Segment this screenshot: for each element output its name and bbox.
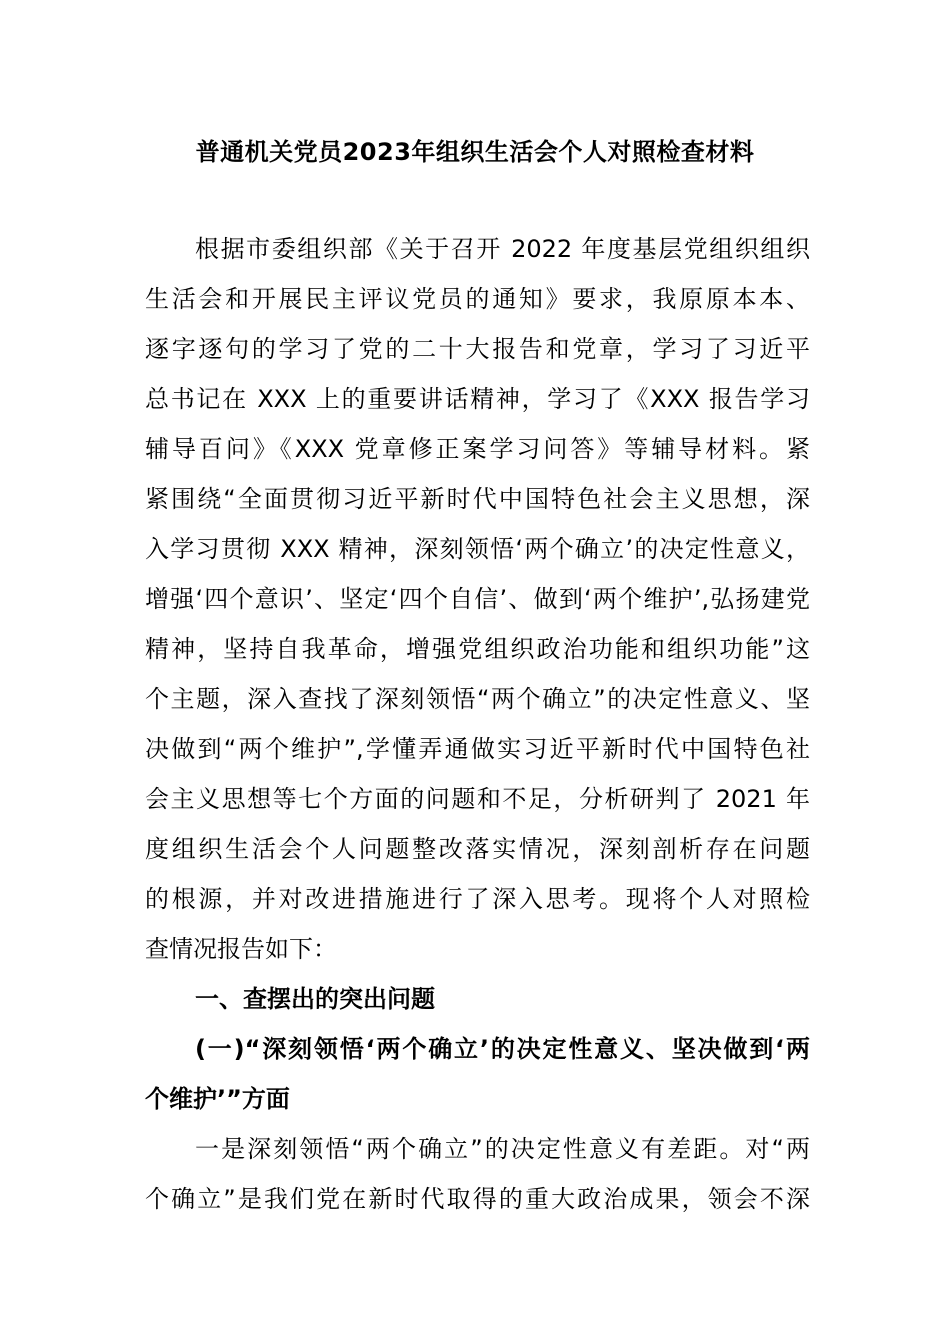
subsection-heading: 个维护’”方面 bbox=[145, 1085, 290, 1113]
paragraph-line: 精神，坚持自我革命，增强党组织政治功能和组织功能”这 bbox=[145, 635, 810, 663]
paragraph-line: 逐字逐句的学习了党的二十大报告和党章，学习了习近平 bbox=[145, 335, 810, 363]
paragraph-line: 增强‘四个意识’、坚定‘四个自信’、做到‘两个维护’,弘扬建党 bbox=[145, 585, 810, 613]
paragraph-line: 入学习贯彻 XXX 精神，深刻领悟‘两个确立’的决定性意义， bbox=[145, 535, 810, 563]
paragraph-line: 个主题，深入查找了深刻领悟“两个确立”的决定性意义、坚 bbox=[145, 685, 810, 713]
paragraph-line: 根据市委组织部《关于召开 2022 年度基层党组织组织 bbox=[195, 235, 810, 263]
section-heading: 一、查摆出的突出问题 bbox=[195, 985, 435, 1013]
paragraph-line: 会主义思想等七个方面的问题和不足，分析研判了 2021 年 bbox=[145, 785, 810, 813]
paragraph-line: 度组织生活会个人问题整改落实情况，深刻剖析存在问题 bbox=[145, 835, 810, 863]
paragraph-line: 辅导百问》《XXX 党章修正案学习问答》等辅导材料。紧 bbox=[145, 435, 810, 463]
paragraph-line: 查情况报告如下： bbox=[145, 935, 337, 963]
paragraph-line: 生活会和开展民主评议党员的通知》要求，我原原本本、 bbox=[145, 285, 810, 313]
paragraph-line: 总书记在 XXX 上的重要讲话精神，学习了《XXX 报告学习 bbox=[145, 385, 810, 413]
paragraph-line: 个确立”是我们党在新时代取得的重大政治成果，领会不深 bbox=[145, 1185, 810, 1213]
paragraph-line: 紧围绕“全面贯彻习近平新时代中国特色社会主义思想，深 bbox=[145, 485, 810, 513]
paragraph-line: 一是深刻领悟“两个确立”的决定性意义有差距。对“两 bbox=[195, 1135, 810, 1163]
document-title: 普通机关党员2023年组织生活会个人对照检查材料 bbox=[195, 138, 755, 166]
document-body bbox=[145, 224, 810, 1224]
paragraph-line: 的根源，并对改进措施进行了深入思考。现将个人对照检 bbox=[145, 885, 810, 913]
subsection-heading: (一)“深刻领悟‘两个确立’的决定性意义、坚决做到‘两 bbox=[195, 1035, 810, 1063]
paragraph-line: 决做到“两个维护”,学懂弄通做实习近平新时代中国特色社 bbox=[145, 735, 810, 763]
